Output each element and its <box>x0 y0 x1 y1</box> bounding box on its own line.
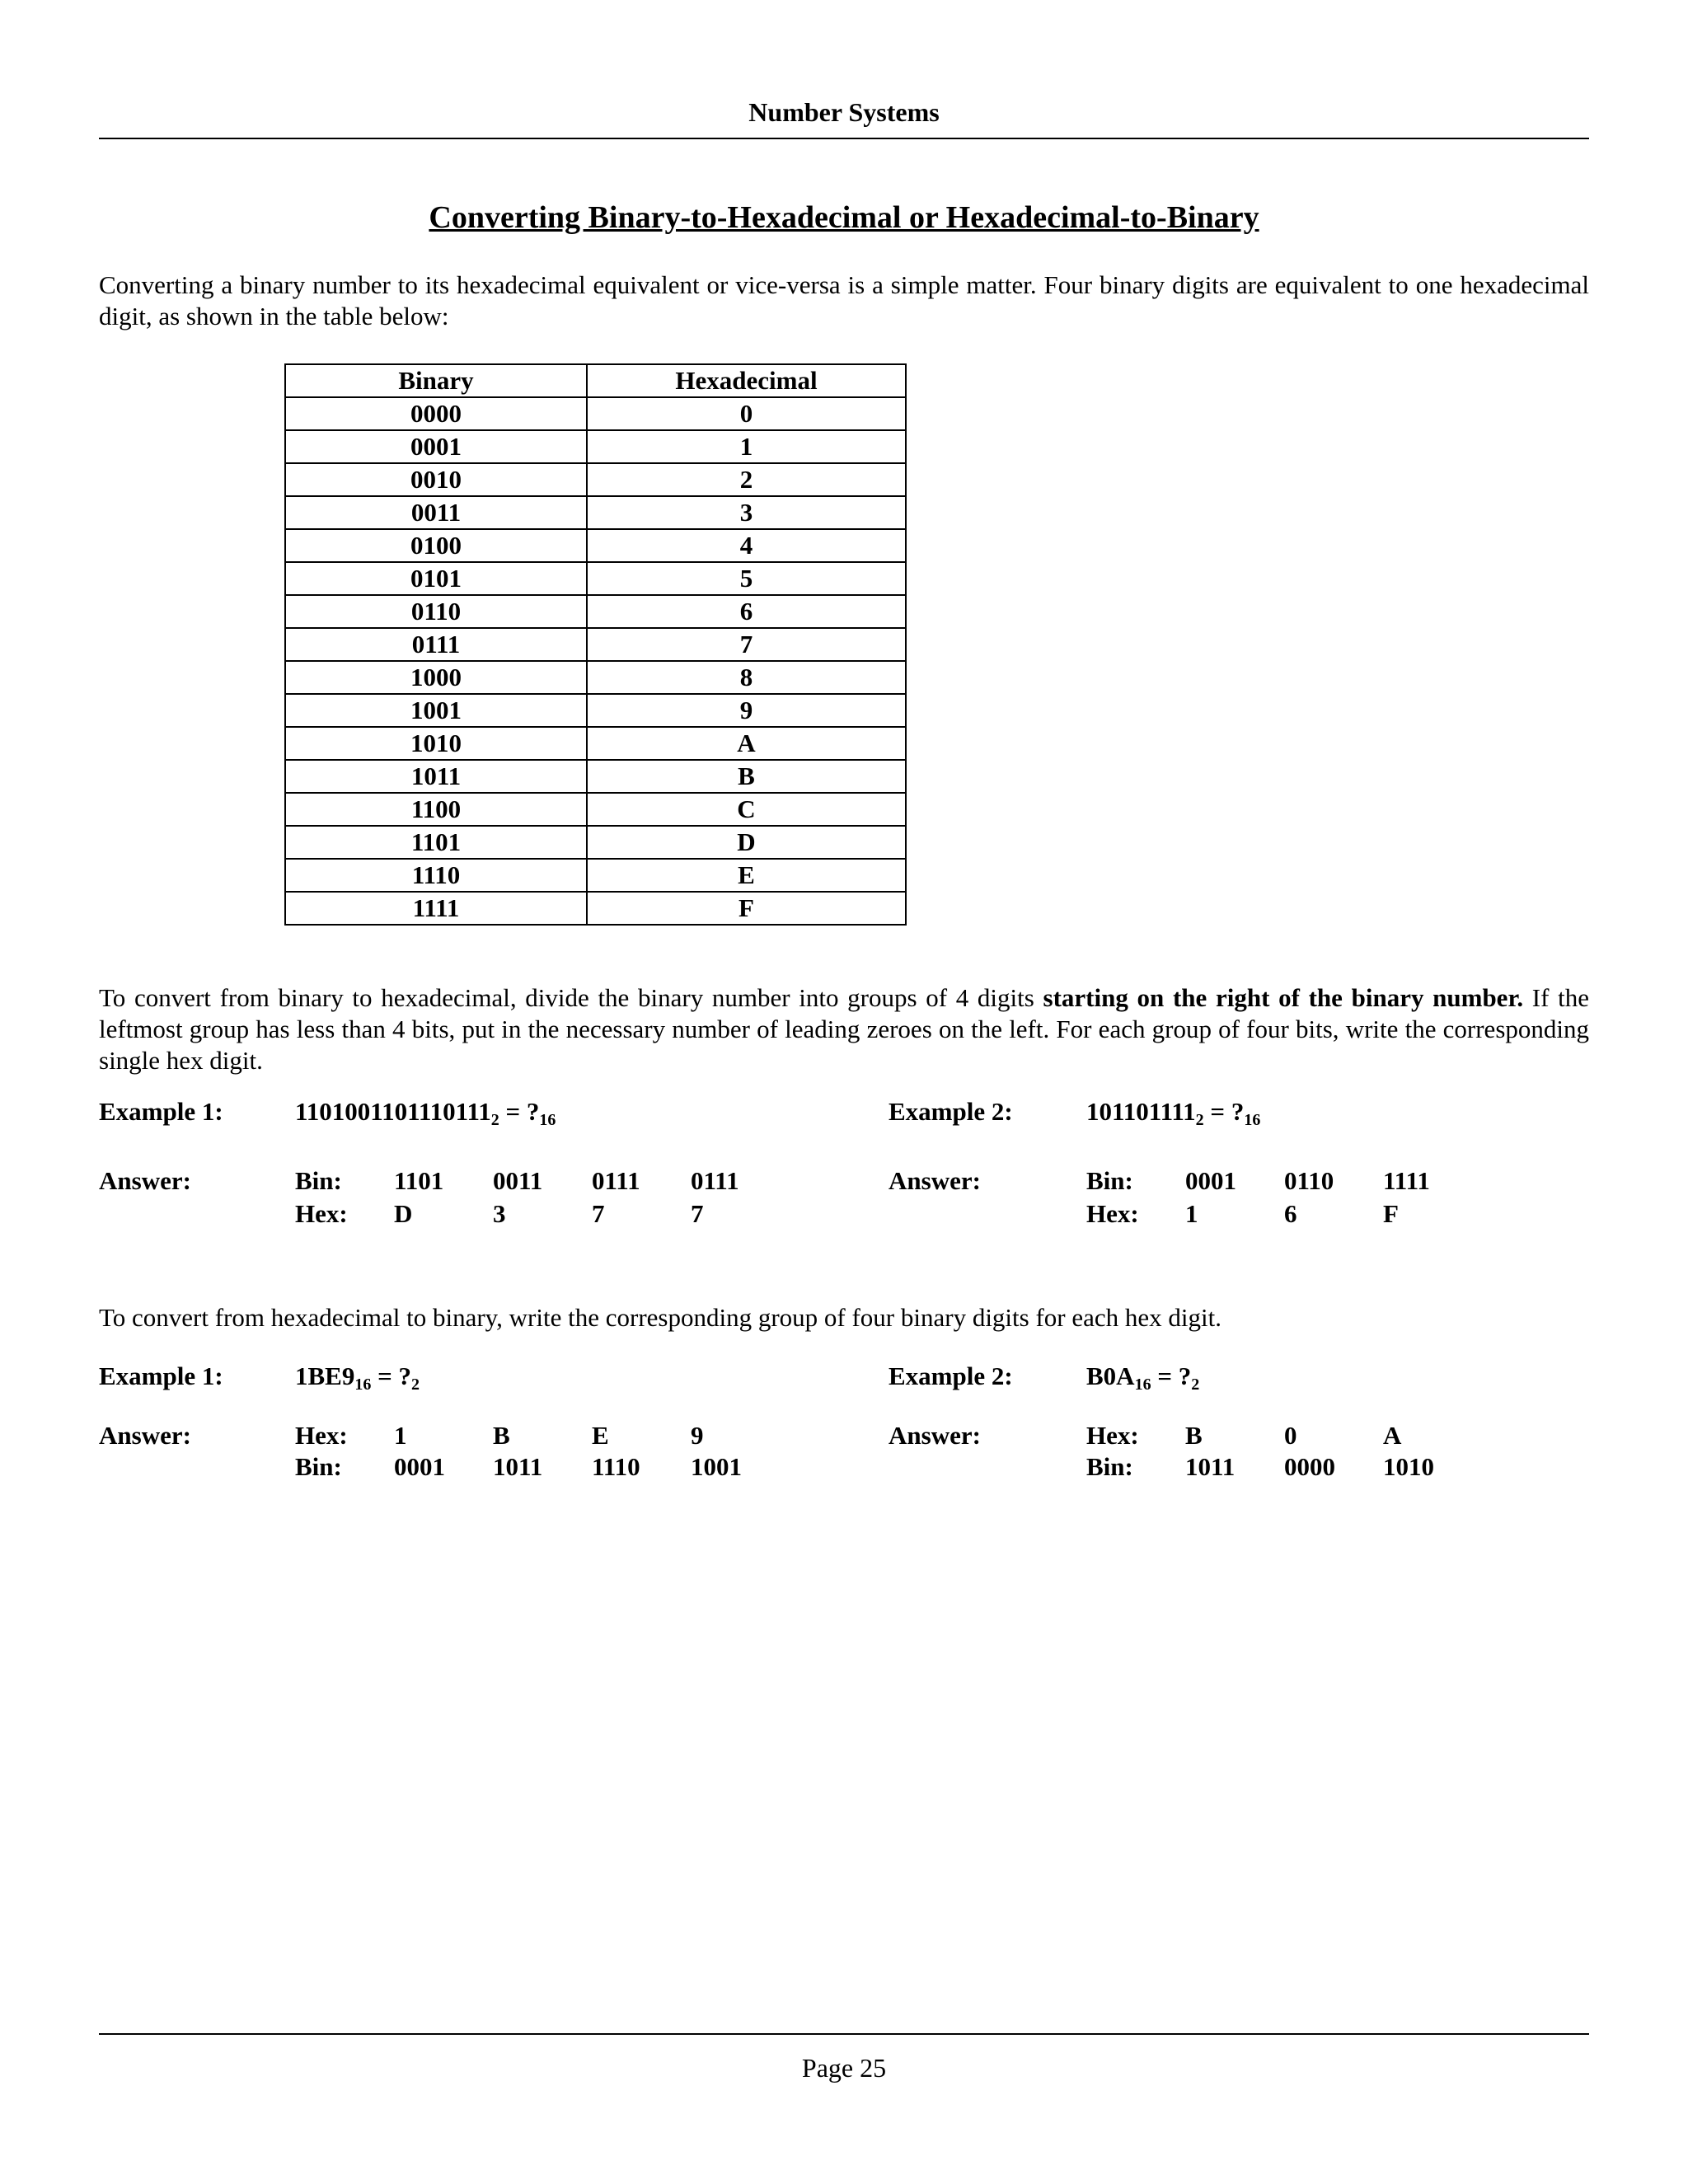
answer-cell: 6 <box>1284 1199 1297 1228</box>
answer-cell: 0001 <box>394 1452 445 1481</box>
example-equals: = ? <box>1151 1361 1192 1390</box>
table-row <box>285 661 906 694</box>
table-row <box>285 430 906 463</box>
example-number: B0A <box>1086 1361 1135 1390</box>
example-expression <box>1086 1361 1200 1394</box>
binary-cell: 1101 <box>285 826 587 859</box>
answer-row-label: Bin: <box>1086 1452 1133 1481</box>
example-target-base: 16 <box>539 1111 556 1129</box>
hex-cell: 5 <box>587 562 906 595</box>
example-target-base: 16 <box>1244 1111 1261 1129</box>
binary-cell: 0001 <box>285 430 587 463</box>
bin-to-hex-instructions <box>99 982 1589 1076</box>
answer-cell: A <box>1383 1421 1402 1450</box>
binary-cell: 1111 <box>285 892 587 925</box>
example-base: 2 <box>1195 1111 1204 1129</box>
answer-cell: B <box>1185 1421 1203 1450</box>
binary-cell: 0100 <box>285 529 587 562</box>
running-header: Number Systems <box>748 97 940 127</box>
hex-cell: C <box>587 793 906 826</box>
intro-paragraph: Converting a binary number to its hexadecimal equivalent or vice-versa is a simple matter. Four binary digits are equivalent to one hexadecimal digit, as shown in the table below: <box>99 270 1589 330</box>
hex-cell: 6 <box>587 595 906 628</box>
example-base: 16 <box>1134 1376 1151 1394</box>
answer-row-label: Hex: <box>295 1199 348 1228</box>
answer-label: Answer: <box>889 1421 981 1450</box>
hex-cell: 7 <box>587 628 906 661</box>
answer-cell: 0000 <box>1284 1452 1335 1481</box>
table-header-row <box>285 364 906 397</box>
example-equals: = ? <box>499 1097 540 1126</box>
binary-cell: 1110 <box>285 859 587 892</box>
header-rule <box>99 138 1589 139</box>
example-target-base: 2 <box>1191 1376 1200 1394</box>
table-header-hexadecimal: Hexadecimal <box>587 364 906 397</box>
answer-label: Answer: <box>889 1166 981 1195</box>
answer-row-label: Hex: <box>1086 1421 1139 1450</box>
answer-cell: F <box>1383 1199 1399 1228</box>
table-row <box>285 496 906 529</box>
instructions-text: To convert from binary to hexadecimal, divide the binary number into groups of 4 digits <box>99 983 1043 1012</box>
table-header-binary: Binary <box>285 364 587 397</box>
answer-cell: 1010 <box>1383 1452 1434 1481</box>
example-base: 16 <box>354 1376 372 1394</box>
example-equals: = ? <box>1203 1097 1245 1126</box>
hex-cell: 4 <box>587 529 906 562</box>
hex-cell: D <box>587 826 906 859</box>
table-row <box>285 760 906 793</box>
binary-cell: 0110 <box>285 595 587 628</box>
example-equals: = ? <box>371 1361 412 1390</box>
binary-cell: 0011 <box>285 496 587 529</box>
answer-cell: 1011 <box>1185 1452 1236 1481</box>
table-row <box>285 694 906 727</box>
example-number: 1101001101110111 <box>295 1097 491 1126</box>
binary-cell: 1000 <box>285 661 587 694</box>
answer-row-label: Bin: <box>1086 1166 1133 1195</box>
binary-cell: 0000 <box>285 397 587 430</box>
answer-label: Answer: <box>99 1166 191 1195</box>
instructions-emphasis: starting on the right of the binary number. <box>1043 983 1524 1012</box>
hex-cell: 2 <box>587 463 906 496</box>
answer-row-label: Hex: <box>1086 1199 1139 1228</box>
hex-cell: 3 <box>587 496 906 529</box>
table-row <box>285 727 906 760</box>
hex-cell: F <box>587 892 906 925</box>
hex-cell: B <box>587 760 906 793</box>
hex-cell: 8 <box>587 661 906 694</box>
example-number: 101101111 <box>1086 1097 1196 1126</box>
table-row <box>285 463 906 496</box>
answer-cell: 1111 <box>1383 1166 1430 1195</box>
page-number: Page 25 <box>801 2053 887 2083</box>
answer-cell: 1 <box>394 1421 407 1450</box>
answer-cell: B <box>493 1421 510 1450</box>
answer-cell: 1001 <box>691 1452 742 1481</box>
answer-cell: 0 <box>1284 1421 1297 1450</box>
example-target-base: 2 <box>411 1376 420 1394</box>
table-row <box>285 859 906 892</box>
binary-cell: 0010 <box>285 463 587 496</box>
answer-row-label: Bin: <box>295 1166 342 1195</box>
example-label: Example 2: <box>889 1361 1013 1390</box>
example-label: Example 1: <box>99 1097 223 1126</box>
answer-label: Answer: <box>99 1421 191 1450</box>
answer-cell: 7 <box>592 1199 605 1228</box>
answer-cell: E <box>592 1421 609 1450</box>
answer-cell: 0001 <box>1185 1166 1236 1195</box>
example-label: Example 1: <box>99 1361 223 1390</box>
answer-cell: 0111 <box>592 1166 640 1195</box>
example-number: 1BE9 <box>295 1361 355 1390</box>
example-label: Example 2: <box>889 1097 1013 1126</box>
hex-cell: 0 <box>587 397 906 430</box>
example-expression <box>295 1361 420 1394</box>
binary-hex-table <box>284 363 907 926</box>
answer-cell: 1110 <box>592 1452 640 1481</box>
hex-cell: 1 <box>587 430 906 463</box>
answer-cell: D <box>394 1199 413 1228</box>
table-row <box>285 793 906 826</box>
section-title: Converting Binary-to-Hexadecimal or Hexadecimal-to-Binary <box>429 200 1259 235</box>
table-row <box>285 892 906 925</box>
example-expression <box>1086 1097 1260 1127</box>
binary-cell: 0101 <box>285 562 587 595</box>
example-base: 2 <box>490 1111 499 1129</box>
answer-row-label: Hex: <box>295 1421 348 1450</box>
binary-cell: 1001 <box>285 694 587 727</box>
answer-cell: 1 <box>1185 1199 1198 1228</box>
binary-cell: 1100 <box>285 793 587 826</box>
answer-cell: 0111 <box>691 1166 739 1195</box>
table-row <box>285 628 906 661</box>
answer-cell: 0011 <box>493 1166 543 1195</box>
binary-cell: 1010 <box>285 727 587 760</box>
hex-to-bin-instructions: To convert from hexadecimal to binary, write the corresponding group of four binary digits for each hex digit. <box>99 1303 1221 1332</box>
answer-cell: 7 <box>691 1199 704 1228</box>
example-expression <box>295 1097 556 1127</box>
table-row <box>285 562 906 595</box>
binary-cell: 0111 <box>285 628 587 661</box>
table-row <box>285 595 906 628</box>
answer-cell: 0110 <box>1284 1166 1334 1195</box>
hex-cell: A <box>587 727 906 760</box>
instructions-text: If the leftmost group has less than 4 bits, put in the necessary number of leading zeroes on the left. For each group of four bits, write the corresponding single hex digit. <box>99 983 1589 1075</box>
answer-row-label: Bin: <box>295 1452 342 1481</box>
answer-cell: 1011 <box>493 1452 543 1481</box>
table-row <box>285 529 906 562</box>
hex-cell: E <box>587 859 906 892</box>
answer-cell: 3 <box>493 1199 506 1228</box>
table-row <box>285 397 906 430</box>
footer-rule <box>99 2033 1589 2035</box>
binary-cell: 1011 <box>285 760 587 793</box>
answer-cell: 9 <box>691 1421 704 1450</box>
hex-cell: 9 <box>587 694 906 727</box>
table-row <box>285 826 906 859</box>
answer-cell: 1101 <box>394 1166 444 1195</box>
